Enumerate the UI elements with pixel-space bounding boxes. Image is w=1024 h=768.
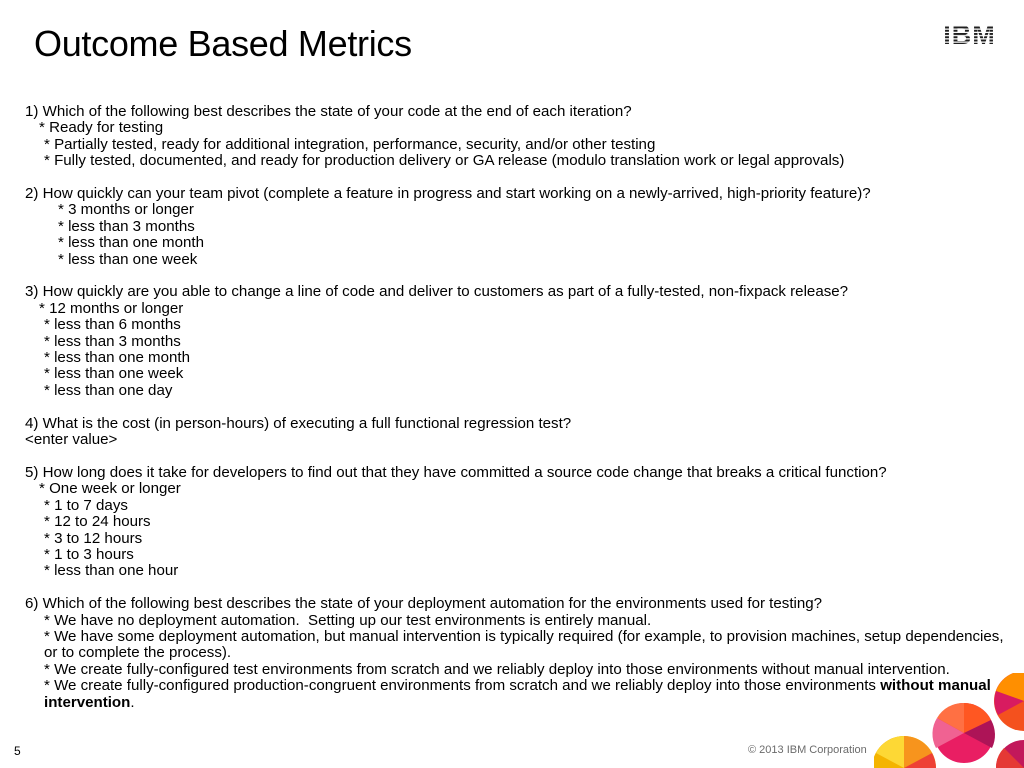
q3-option-2: * less than 6 months [44, 316, 181, 334]
question-3: 3) How quickly are you able to change a line of code and deliver to customers as part of a fully-tested, non-fixpack release? [25, 283, 849, 301]
slide-title: Outcome Based Metrics [34, 23, 412, 64]
q2-option-1: * 3 months or longer [58, 201, 194, 219]
page-number: 5 [14, 744, 21, 758]
question-4: 4) What is the cost (in person-hours) of executing a full functional regression test? [25, 414, 572, 432]
q3-option-4: * less than one month [44, 349, 190, 367]
pinwheel-middle [932, 703, 995, 763]
q6-option-2: * We have some deployment automation, but manual intervention is typically required (for example, to provision machines, setup dependencies, or to complete the process). [44, 627, 1008, 662]
q2-option-4: * less than one week [58, 250, 198, 268]
copyright-notice: © 2013 IBM Corporation [748, 744, 867, 756]
q1-option-1: * Ready for testing [39, 119, 164, 137]
decorative-pinwheel-graphic [874, 673, 1024, 768]
q1-option-2: * Partially tested, ready for additional integration, performance, security, and/or other testing [44, 135, 656, 153]
survey-content [25, 104, 1010, 711]
q5-option-5: * 1 to 3 hours [44, 545, 134, 563]
q4-value-placeholder: <enter value> [25, 431, 118, 449]
pinwheel-bottom-right [996, 740, 1024, 768]
q3-option-5: * less than one week [44, 365, 184, 383]
q5-option-1: * One week or longer [39, 480, 181, 498]
q6-option-4-emphasis: without manual intervention [44, 677, 996, 711]
q5-option-3: * 12 to 24 hours [44, 513, 151, 531]
q6-option-3: * We create fully-configured test environments from scratch and we reliably deploy into those environments without manual intervention. [44, 660, 950, 678]
q3-option-3: * less than 3 months [44, 332, 181, 350]
q3-option-1: * 12 months or longer [39, 299, 184, 317]
q5-option-4: * 3 to 12 hours [44, 529, 143, 547]
q1-option-3: * Fully tested, documented, and ready for production delivery or GA release (modulo translation work or legal approvals) [44, 152, 845, 170]
q3-option-6: * less than one day [44, 381, 173, 399]
q5-option-6: * less than one hour [44, 562, 179, 580]
question-6: 6) Which of the following best describes the state of your deployment automation for the environments used for testing? [25, 595, 823, 613]
q2-option-3: * less than one month [58, 234, 204, 252]
q6-option-1: * We have no deployment automation. Setting up our test environments is entirely manual. [44, 611, 652, 629]
q6-option-4-text: * We create fully-configured production-congruent environments from scratch and we reliably deploy into those environments [44, 677, 876, 695]
question-5: 5) How long does it take for developers to find out that they have committed a source code change that breaks a critical function? [25, 463, 887, 481]
question-1: 1) Which of the following best describes the state of your code at the end of each iteration? [25, 103, 632, 120]
q6-option-4 [25, 678, 1010, 711]
pinwheel-small-left [874, 736, 936, 768]
q2-option-2: * less than 3 months [58, 217, 195, 235]
ibm-logo [937, 20, 1002, 46]
pinwheel-right-edge [994, 673, 1024, 731]
q5-option-2: * 1 to 7 days [44, 496, 128, 514]
q6-option-4-tail: . [130, 693, 135, 711]
question-2: 2) How quickly can your team pivot (complete a feature in progress and start working on a newly-arrived, high-priority feature)? [25, 185, 871, 203]
